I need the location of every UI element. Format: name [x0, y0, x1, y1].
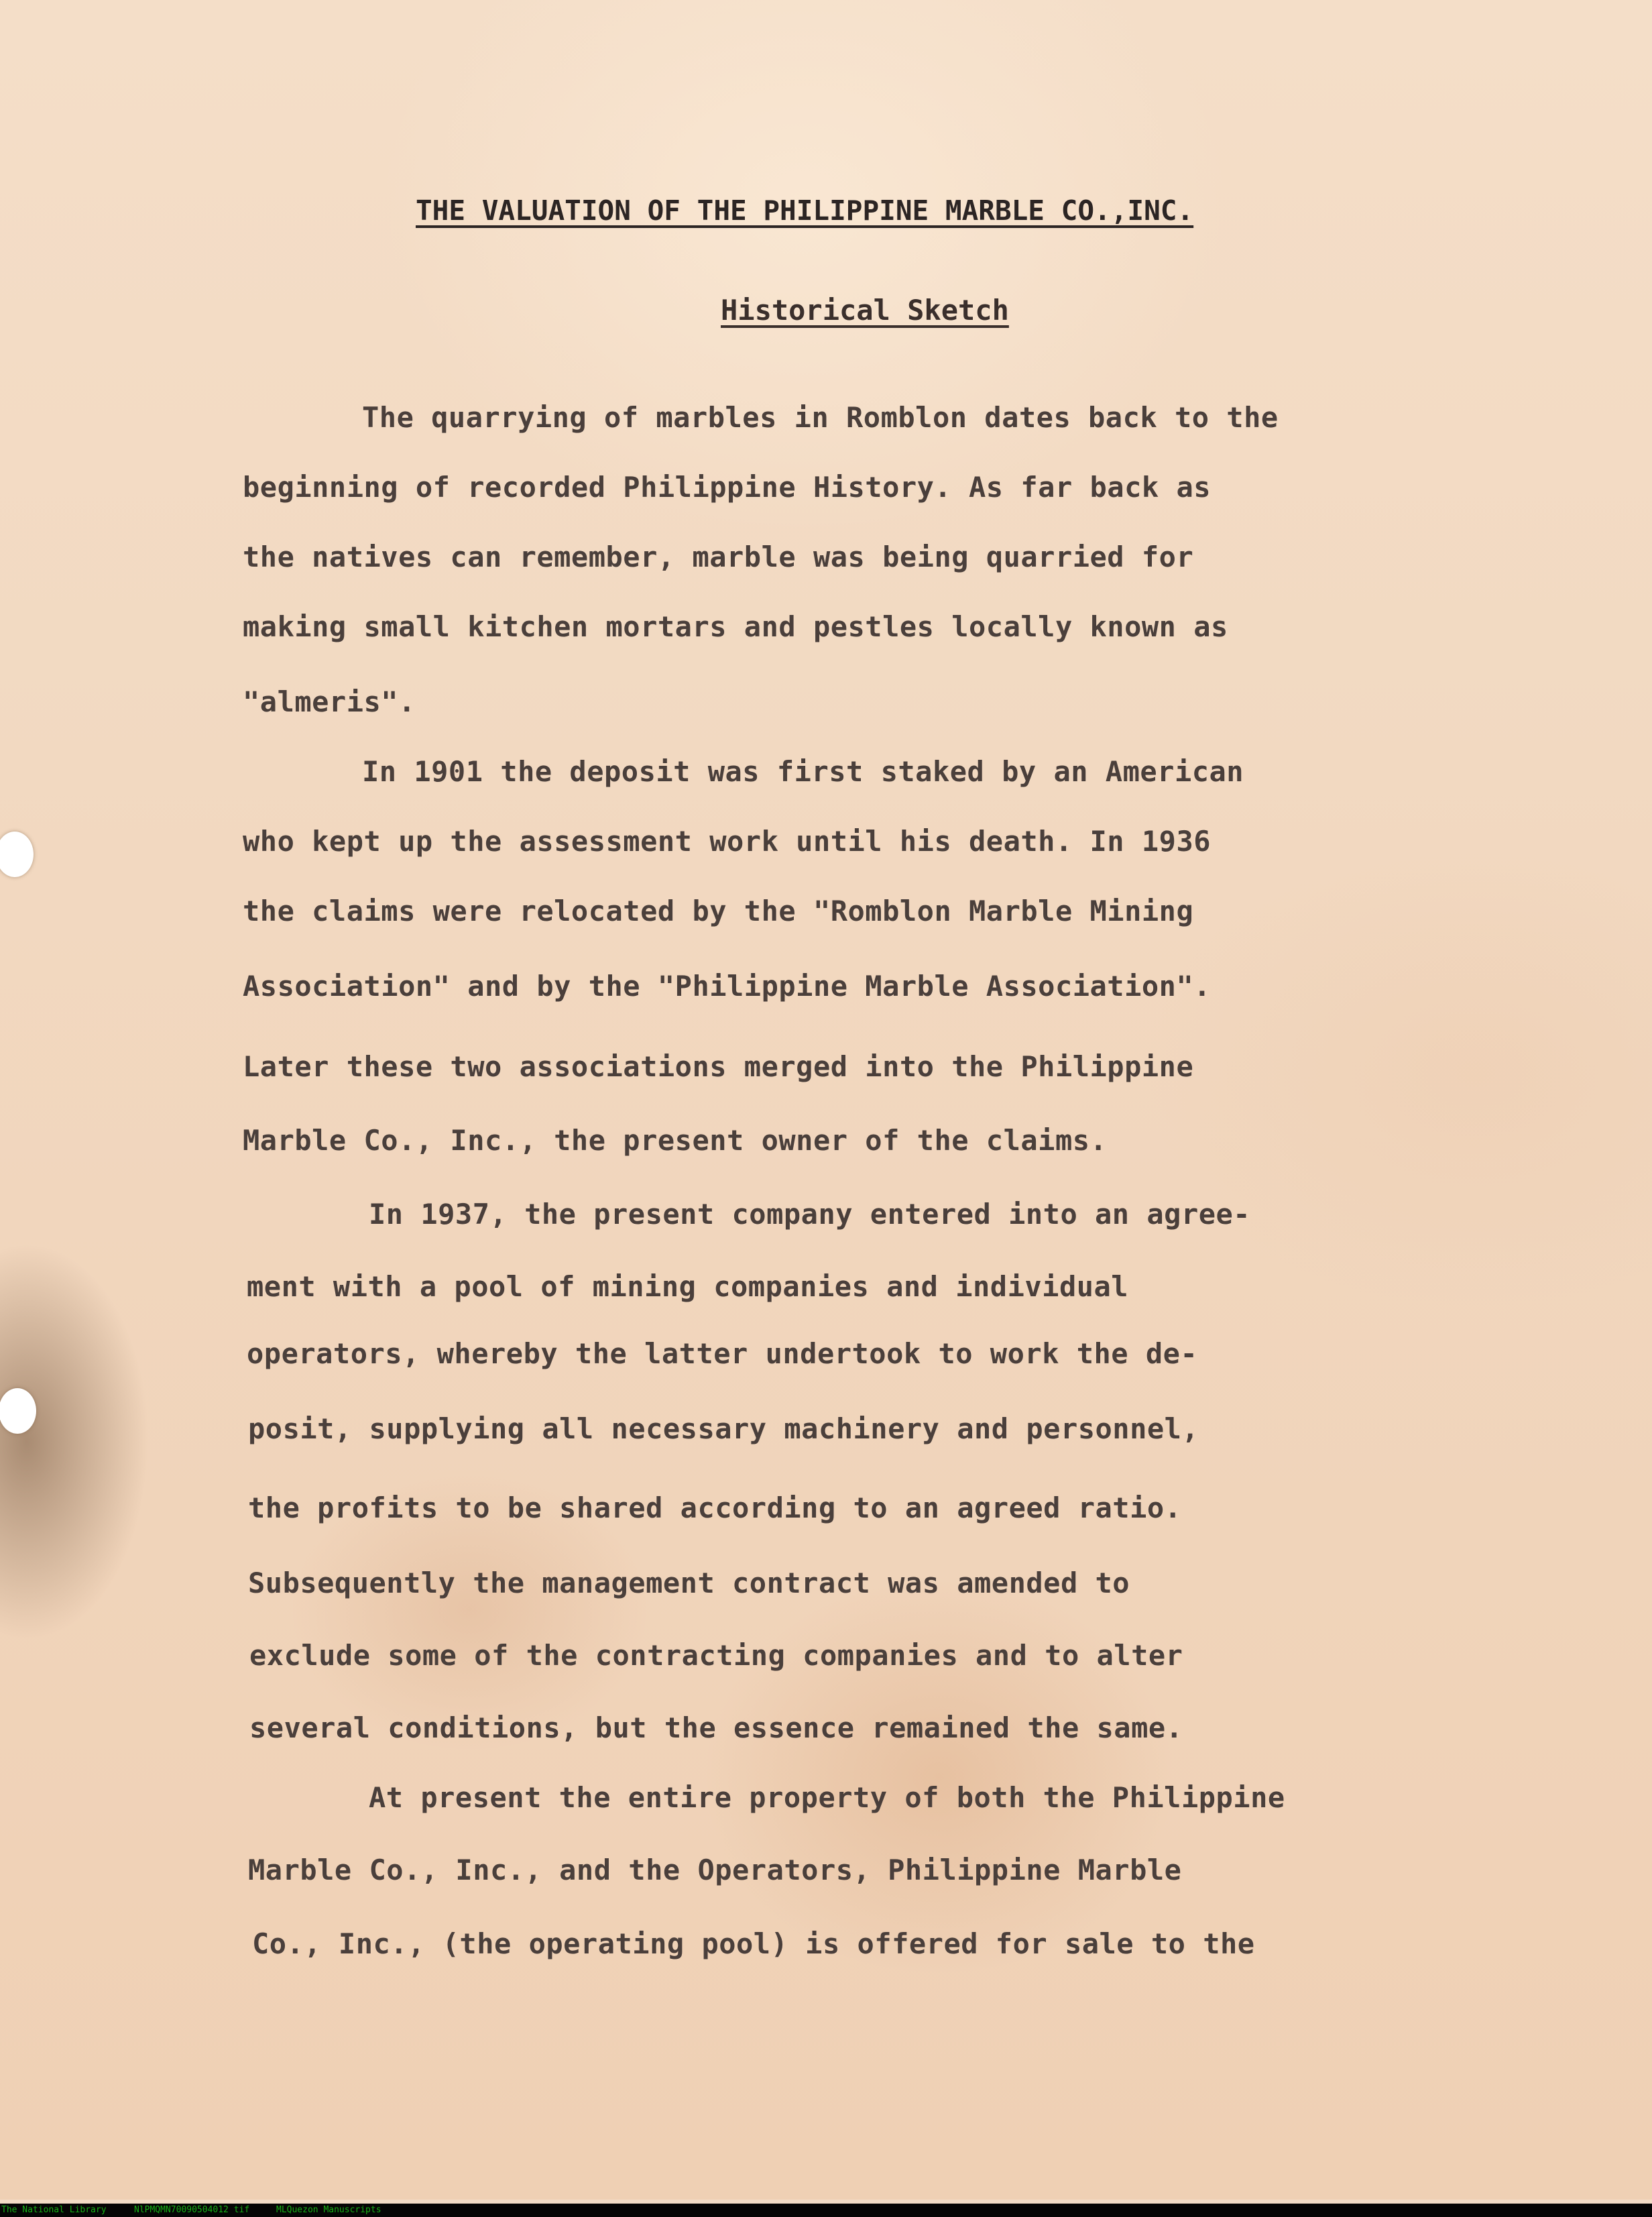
footer-library: The National Library — [1, 2205, 107, 2215]
text-line: Subsequently the management contract was amended to — [248, 1567, 1130, 1599]
footer-collection: MLQuezon Manuscripts — [276, 2205, 381, 2215]
text-line: making small kitchen mortars and pestles locally known as — [243, 610, 1228, 643]
text-line: who kept up the assessment work until his death. In 1936 — [243, 825, 1212, 858]
text-line: Association" and by the "Philippine Marble Association". — [243, 970, 1212, 1003]
scan-footer — [0, 2204, 1652, 2217]
text-line: the claims were relocated by the "Romblon Marble Mining — [243, 895, 1194, 927]
text-line: operators, whereby the latter undertook to work the de- — [247, 1337, 1198, 1370]
text-line: The quarrying of marbles in Romblon dates back to the — [362, 401, 1279, 434]
punch-hole — [0, 832, 34, 877]
punch-hole — [0, 1388, 36, 1434]
text-line: ment with a pool of mining companies and individual — [247, 1270, 1129, 1303]
text-line: beginning of recorded Philippine History. As far back as — [243, 471, 1212, 504]
text-line: Marble Co., Inc., the present owner of the claims. — [243, 1124, 1108, 1157]
text-line: Co., Inc., (the operating pool) is offered for sale to the — [252, 1927, 1255, 1960]
text-line: the natives can remember, marble was being quarried for — [243, 541, 1194, 573]
text-line: At present the entire property of both the Philippine — [369, 1781, 1285, 1814]
text-line: exclude some of the contracting companies and to alter — [249, 1639, 1183, 1672]
section-heading: Historical Sketch — [721, 294, 1009, 327]
text-line: the profits to be shared according to an agreed ratio. — [248, 1491, 1182, 1524]
text-line: several conditions, but the essence remained the same. — [249, 1711, 1183, 1744]
text-line: "almeris". — [243, 685, 416, 718]
text-line: posit, supplying all necessary machinery and personnel, — [248, 1412, 1199, 1445]
text-line: Marble Co., Inc., and the Operators, Philippine Marble — [248, 1854, 1182, 1886]
document-title: THE VALUATION OF THE PHILIPPINE MARBLE CO.,INC. — [416, 194, 1194, 227]
footer-file-id: NlPMQMN70090504012 tif — [134, 2205, 250, 2215]
text-line: In 1937, the present company entered into an agree- — [369, 1198, 1251, 1231]
text-line: In 1901 the deposit was first staked by an American — [362, 755, 1244, 788]
text-line: Later these two associations merged into the Philippine — [243, 1050, 1194, 1083]
